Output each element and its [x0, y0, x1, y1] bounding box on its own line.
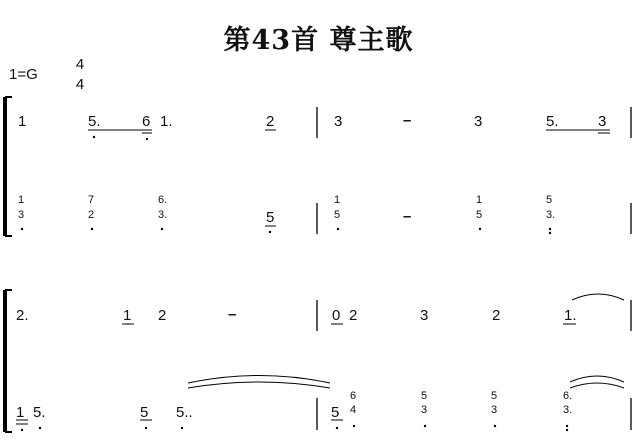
s2-upper-dash: –	[228, 306, 237, 323]
s1-lower-chord-bottom: 2	[88, 209, 95, 221]
s2-lower-chord-top: 6.	[563, 390, 573, 402]
s2-lower-chord-top: 6	[350, 390, 357, 402]
s2-lower-chord-bottom: 3	[421, 404, 428, 416]
s1-upper-note: 2	[266, 113, 275, 130]
s1-lower-chord-top: 1	[334, 194, 341, 206]
s2-lower-note: 5	[331, 404, 340, 421]
s2-lower-note: 1	[16, 404, 25, 421]
s1-lower-chord-top: 7	[88, 194, 95, 206]
s2-lower-chord-bottom: 3	[491, 404, 498, 416]
s1-lower-chord-top: 5	[546, 194, 553, 206]
s2-upper-note: 1	[123, 307, 132, 324]
s2-lower-chord-bottom: 4	[350, 404, 357, 416]
s2-upper-note: 0	[332, 307, 341, 324]
s2-lower-note: 5.	[33, 404, 46, 421]
s2-lower-note: 5..	[176, 404, 193, 421]
s2-upper-note: 1.	[564, 307, 577, 324]
s1-lower-note: 5	[266, 209, 275, 226]
s1-lower-chord-top: 1	[18, 194, 25, 206]
s1-lower-chord-bottom: 3	[18, 209, 25, 221]
s2-upper-note: 2	[492, 307, 501, 324]
s1-upper-note: 1.	[160, 113, 173, 130]
s1-upper-note: 6	[142, 113, 151, 130]
s2-upper-note: 2	[349, 307, 358, 324]
s1-upper-note: 3	[474, 113, 483, 130]
s2-lower-note: 5	[140, 404, 149, 421]
page-title: 第43首 尊主歌	[223, 25, 414, 56]
s1-upper-note: 5.	[546, 113, 559, 130]
s1-lower-dash: –	[403, 208, 412, 225]
time-signature-bottom: 4	[75, 76, 85, 93]
s2-upper-note: 3	[420, 307, 429, 324]
s1-upper-note: 3	[598, 113, 607, 130]
s2-upper-note: 2	[158, 307, 167, 324]
s1-upper-dash: –	[403, 112, 412, 129]
s2-lower-chord-top: 5	[421, 390, 428, 402]
s1-lower-chord-bottom: 5	[334, 209, 341, 221]
s1-lower-chord-bottom: 5	[476, 209, 483, 221]
s2-lower-chord-top: 5	[491, 390, 498, 402]
s1-upper-note: 3	[334, 113, 343, 130]
key-signature: 1=G	[9, 66, 38, 83]
s1-lower-chord-bottom: 3.	[158, 209, 168, 221]
s2-upper-note: 2.	[16, 307, 29, 324]
s1-upper-note: 1	[18, 113, 27, 130]
s1-lower-chord-bottom: 3.	[546, 209, 556, 221]
s1-lower-chord-top: 1	[476, 194, 483, 206]
s1-upper-note: 5.	[88, 113, 101, 130]
s2-lower-chord-bottom: 3.	[563, 404, 573, 416]
s1-lower-chord-top: 6.	[158, 194, 168, 206]
time-signature-top: 4	[75, 56, 85, 73]
